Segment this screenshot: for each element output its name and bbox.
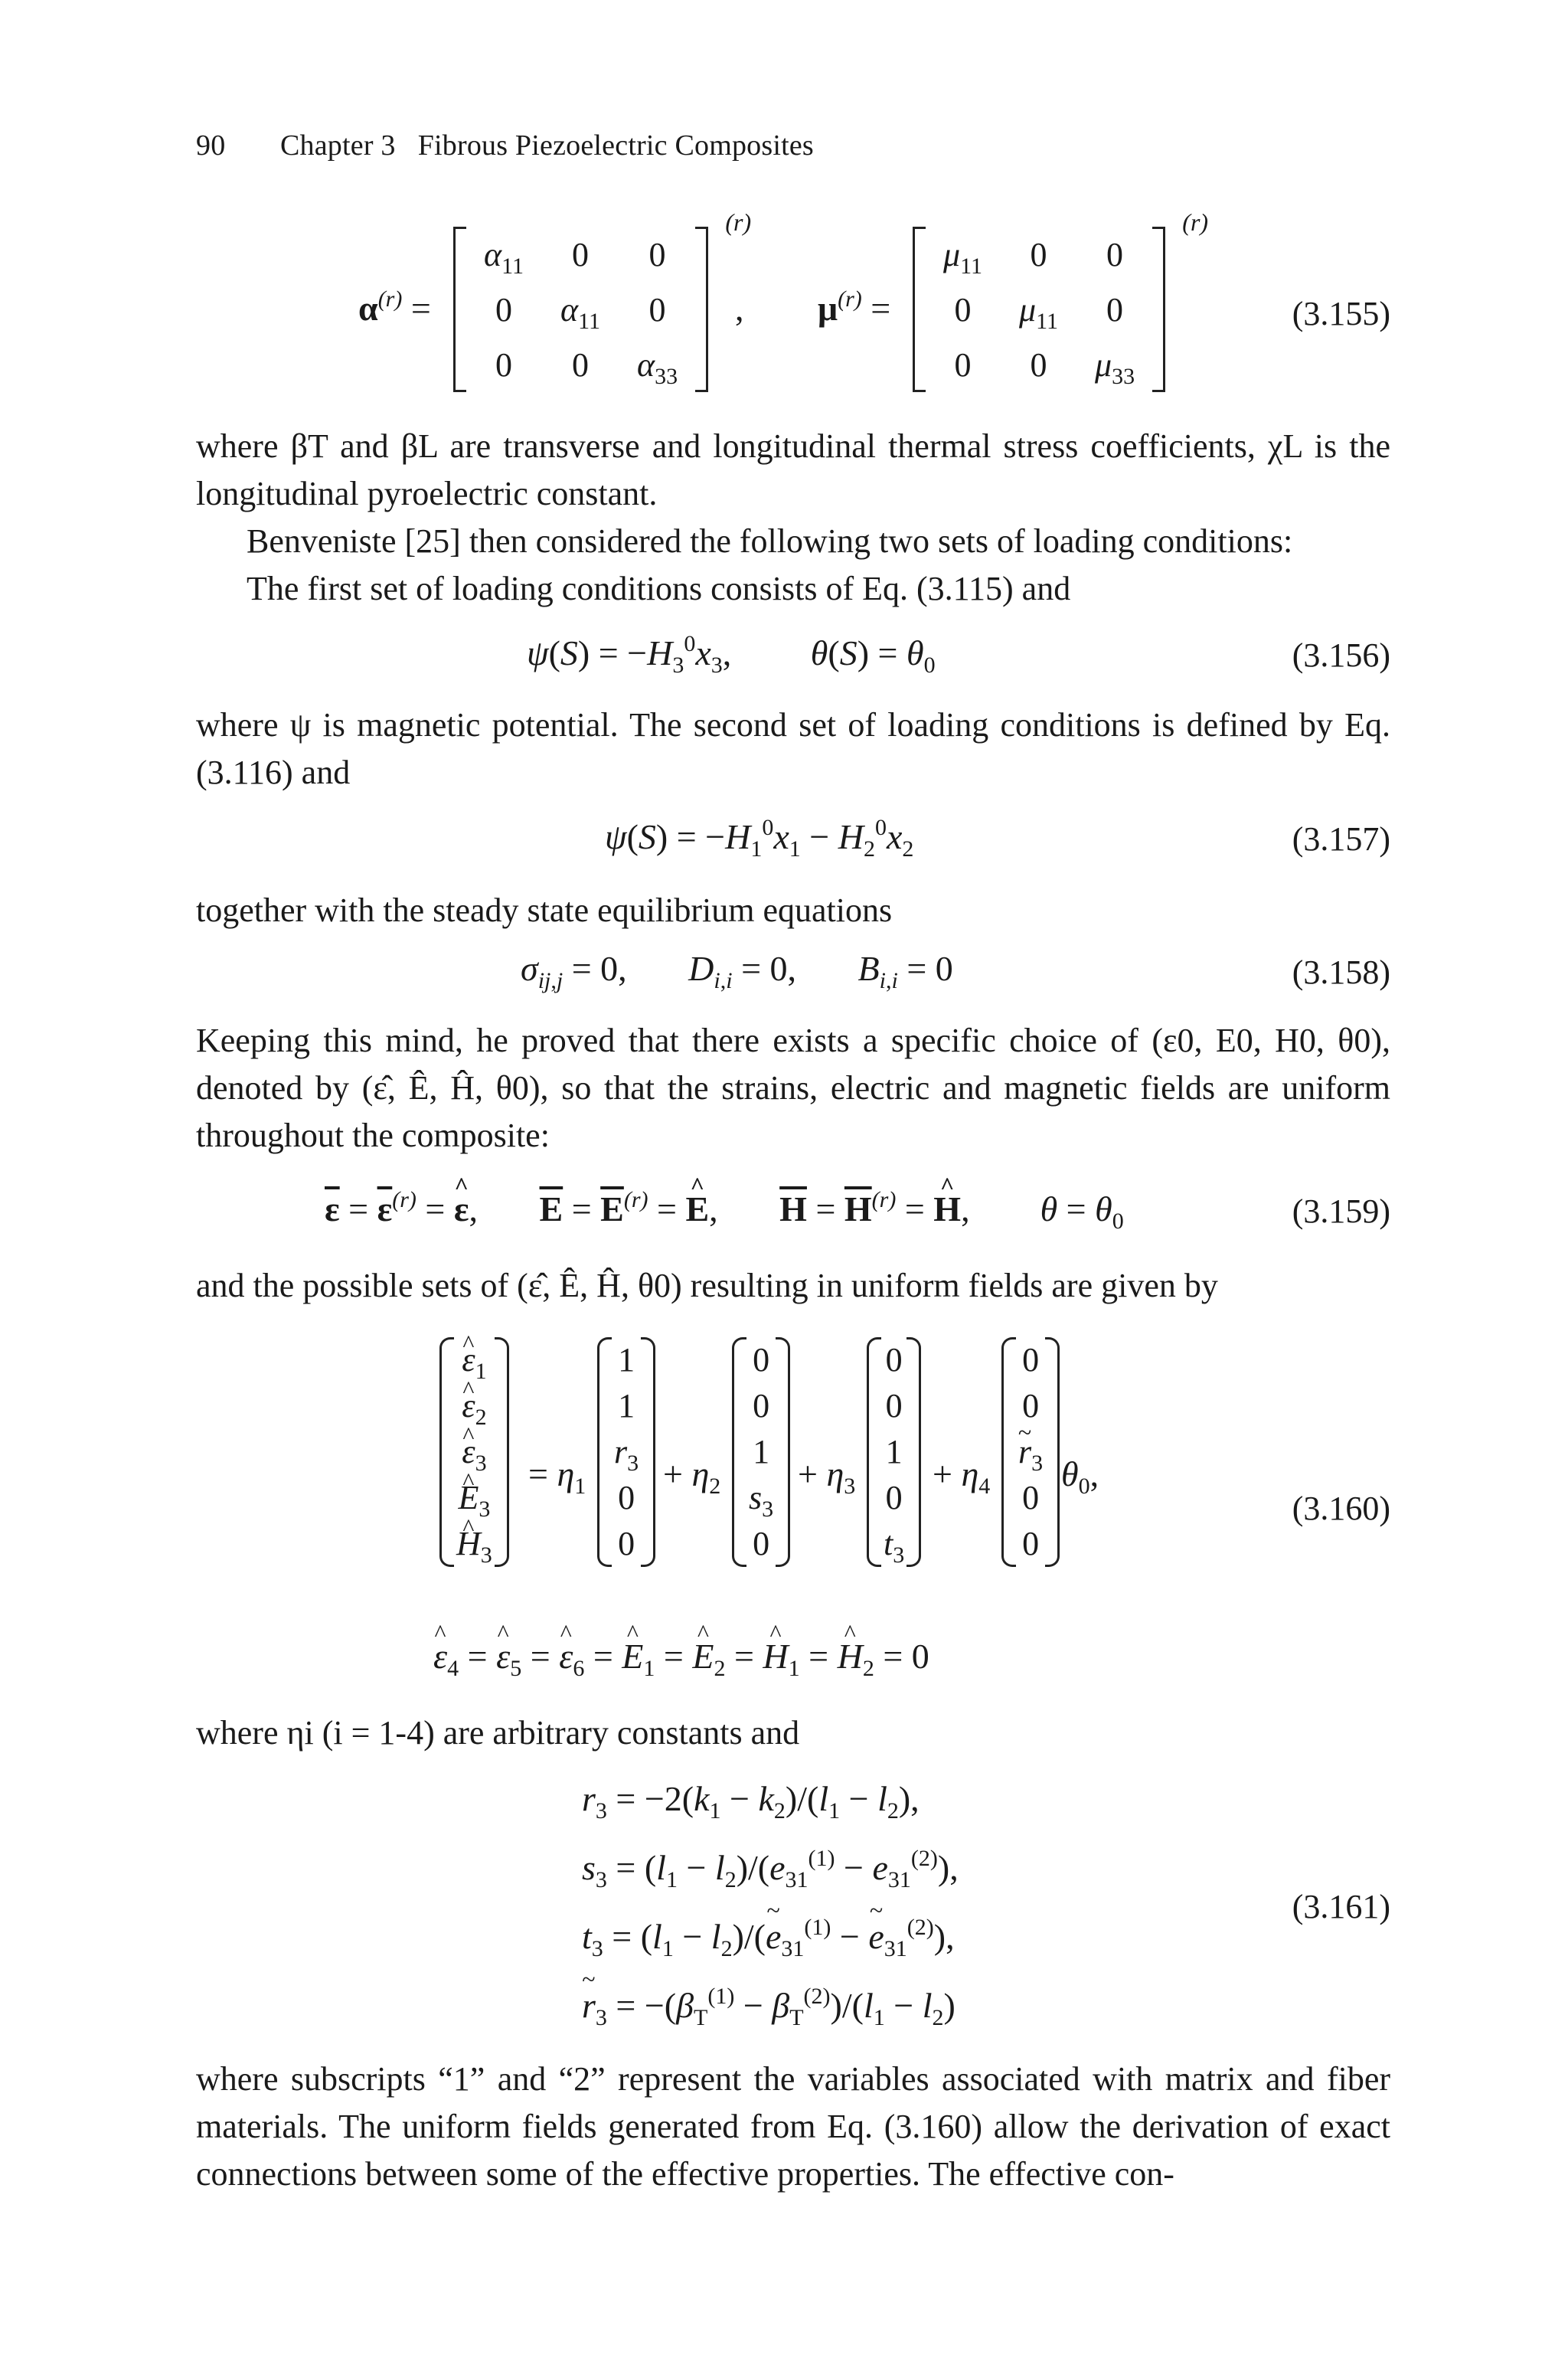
equation-eta2: + $\eta_2$: [663, 1454, 721, 1499]
equation-number: (3.159): [1292, 1192, 1390, 1230]
equation-comma: ,: [735, 289, 744, 328]
equation-r3-tilde: r $\sim_3 = -(\beta_T^{(1)} - \beta_T^{(2)})/(l_1 - l_2)$: [582, 1985, 956, 2026]
paragraph: where subscripts “1” and “2” represent the variables associated with matrix and fiber materials. The uniform fields generated from Eq. (3.160) allow the derivation of exact connections between some of the effective properties. The effective con-: [196, 2060, 1390, 2193]
paragraph: Benveniste [25] then considered the following two sets of loading conditions:: [247, 522, 1293, 560]
equation-number: (3.157): [1292, 820, 1390, 858]
paragraph: together with the steady state equilibrium equations: [196, 891, 893, 929]
page-number: 90: [196, 129, 226, 162]
equation-number: (3.158): [1292, 953, 1390, 991]
equation-number: (3.156): [1292, 636, 1390, 674]
equation-eta1: = $\eta_1$: [528, 1454, 586, 1499]
chapter-title: Fibrous Piezoelectric Composites: [417, 129, 814, 162]
matrix-mu: $\mu_{11}$ 0 0 0 $\mu_{11}$ 0 0 0 $\mu_{33}$ (r): [913, 227, 1165, 392]
equation-3-158: $\sigma_{ij,j} = 0$, $D_{i,i} = 0$, $B_{i,i} = 0$: [521, 949, 953, 993]
matrix-alpha: $\alpha_{11}$ 0 0 0 $\alpha_{11}$ 0 0 0 $\alpha_{33}$ (r): [453, 227, 708, 392]
equation-zero-components: ε $\^{}_4 = \varepsilon$ $\^{}_5 = \varepsilon$ $\^{}_6 = E$ $\^{}_1 = E$ $\^{}_2 = H$ $\^{}_1 = H$ $\^{}_2 = 0$: [433, 1636, 929, 1676]
equation-s3: $s_3 = (l_1 - l_2)/(e_{31}^{(1)} - e_{31}^{(2)})$,: [582, 1846, 959, 1892]
paragraph: Keeping this mind, he proved that there exists a specific choice of (ε0, E0, H0, θ0), denoted by (ε̂, Ê, Ĥ, θ0), so that the strains, electric and magnetic fields are uniform throughout the composite:: [196, 1022, 1390, 1154]
vector-eta1: 1 1 $r_3$ 0 0: [597, 1337, 655, 1567]
equation-alpha-lhs: $\alpha^{(r)}$ =: [358, 286, 431, 328]
equation-3-157: $\psi(S) = -H_1^0x_1 - H_2^0x_2$: [605, 815, 914, 862]
paragraph: where βT and βL are transverse and longitudinal thermal stress coefficients, χL is the longitudinal pyroelectric constant.: [196, 427, 1390, 512]
equation-eta3: + $\eta_3$: [798, 1454, 856, 1499]
equation-number: (3.155): [1292, 295, 1390, 332]
equation-mu-lhs: $\mu^{(r)}$ =: [818, 286, 891, 328]
chapter-label: Chapter 3: [280, 129, 396, 162]
equation-t3: $t_3 = (l_1 - l_2)/(e$ $\sim_{31}^{(1)} - e$ $\sim_{31}^{(2)}$),: [582, 1916, 955, 1957]
paragraph: where ψ is magnetic potential. The second set of loading conditions is defined by Eq. (3.116) and: [196, 706, 1390, 791]
vector-lhs: ε $\^{}_1$ ε $\^{}_2$ ε $\^{}_3$ E $\^{}_3$ H $\^{}_3$: [439, 1337, 509, 1567]
vector-eta4: 0 0 r $\sim_3$ 0 0: [1001, 1337, 1060, 1567]
equation-3-156: $\psi(S) = -H_3^0x_3$, $\theta(S) = \theta_0$: [527, 631, 936, 678]
paragraph: where ηi (i = 1-4) are arbitrary constants and: [196, 1714, 800, 1752]
paragraph: The first set of loading conditions consists of Eq. (3.115) and: [247, 570, 1071, 607]
equation-eta4: + $\eta_4$: [933, 1454, 991, 1499]
vector-eta3: 0 0 1 0 $t_3$: [867, 1337, 921, 1567]
paragraph: and the possible sets of (ε̂, Ê, Ĥ, θ0) resulting in uniform fields are given by: [196, 1267, 1218, 1304]
vector-eta2: 0 0 1 $s_3$ 0: [732, 1337, 790, 1567]
equation-3-159: $\overline{\varepsilon} = \overline{\varepsilon}^{(r)} = \varepsilon$ ^, $\overline{E} = \overline{E}^{(r)} = E$ ^, $\overline{H} = \overline{H}^{(r)} = H$ ^, $\theta = \theta_0$: [325, 1189, 1124, 1229]
equation-theta0: $\theta_0$,: [1061, 1454, 1099, 1499]
running-header: [196, 129, 814, 162]
equation-number: (3.161): [1292, 1888, 1390, 1925]
equation-r3: $r_3 = -2(k_1 - k_2)/(l_1 - l_2)$,: [582, 1779, 920, 1824]
equation-number: (3.160): [1292, 1490, 1390, 1527]
